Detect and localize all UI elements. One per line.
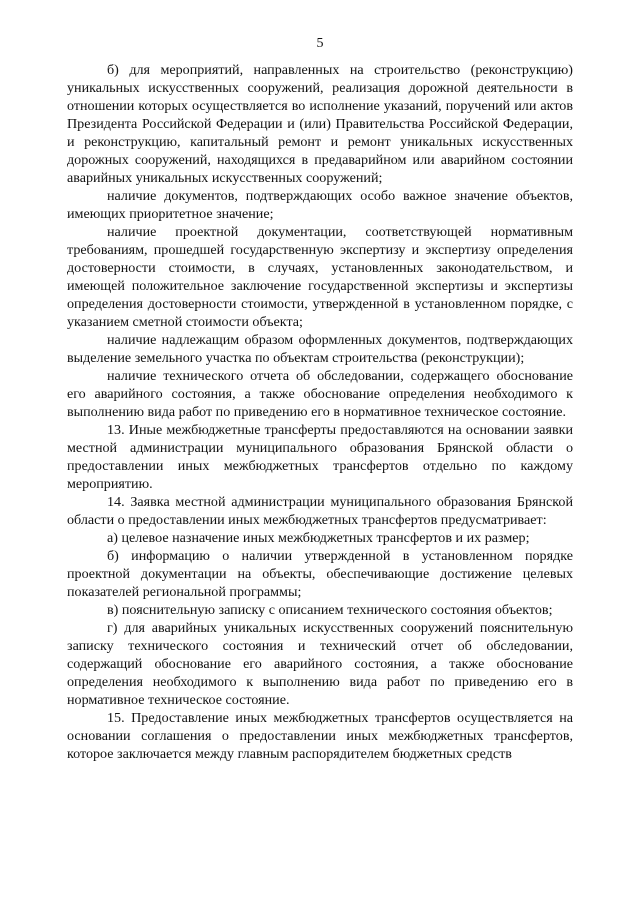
paragraph-13: 13. Иные межбюджетные трансферты предоставляются на основании заявки местной администрации муниципального образования Брянской области о предоставлении иных межбюджетных трансфертов отдельно по каждому мероприятию. [67, 422, 573, 492]
paragraph-land-plot-documents: наличие надлежащим образом оформленных документов, подтверждающих выделение земельного участка по объектам строительства (реконструкции); [67, 332, 573, 366]
page-number: 5 [316, 36, 324, 51]
paragraph-14-b: б) информацию о наличии утвержденной в установленном порядке проектной документации на объекты, обеспечивающие достижение целевых показателей региональной программы; [67, 548, 573, 600]
document-body [67, 61, 573, 763]
paragraph-14-a: а) целевое назначение иных межбюджетных трансфертов и их размер; [107, 530, 530, 546]
paragraph-project-documentation: наличие проектной документации, соответствующей нормативным требованиям, прошедшей государственную экспертизу и экспертизу определения достоверности стоимости, в случаях, установленных законодательством, и имеющей положительное заключение государственной экспертизы и экспертизы определения достоверности стоимости, утвержденной в установленном порядке, с указанием сметной стоимости объекта; [67, 224, 573, 330]
paragraph-technical-report: наличие технического отчета об обследовании, содержащего обоснование его аварийного состояния, а также обоснование определения необходимого к выполнению вида работ по приведению его в нормативное техническое состояние. [67, 368, 573, 420]
paragraph-priority-documents: наличие документов, подтверждающих особо важное значение объектов, имеющих приоритетное значение; [67, 188, 573, 222]
paragraph-15: 15. Предоставление иных межбюджетных трансфертов осуществляется на основании соглашения о предоставлении иных межбюджетных трансфертов, которое заключается между главным распорядителем бюджетных средств [67, 710, 573, 762]
paragraph-14: 14. Заявка местной администрации муниципального образования Брянской области о предоставлении иных межбюджетных трансфертов предусматривает: [67, 494, 573, 528]
paragraph-b-unique-structures: б) для мероприятий, направленных на строительство (реконструкцию) уникальных искусственных сооружений, реализация дорожной деятельности в отношении которых осуществляется во исполнение указаний, поручений или актов Президента Российской Федерации и (или) Правительства Российской Федерации, и реконструкцию, капитальный ремонт и ремонт уникальных искусственных дорожных сооружений, находящихся в предаварийном или аварийном состоянии аварийных уникальных искусственных сооружений; [67, 62, 573, 186]
paragraph-14-g: г) для аварийных уникальных искусственных сооружений пояснительную записку технического состояния и технический отчет об обследовании, содержащий обоснование его аварийного состояния, а также обоснование определения необходимого к выполнению вида работ по приведению его в нормативное техническое состояние. [67, 620, 573, 708]
paragraph-14-v: в) пояснительную записку с описанием технического состояния объектов; [107, 602, 553, 618]
